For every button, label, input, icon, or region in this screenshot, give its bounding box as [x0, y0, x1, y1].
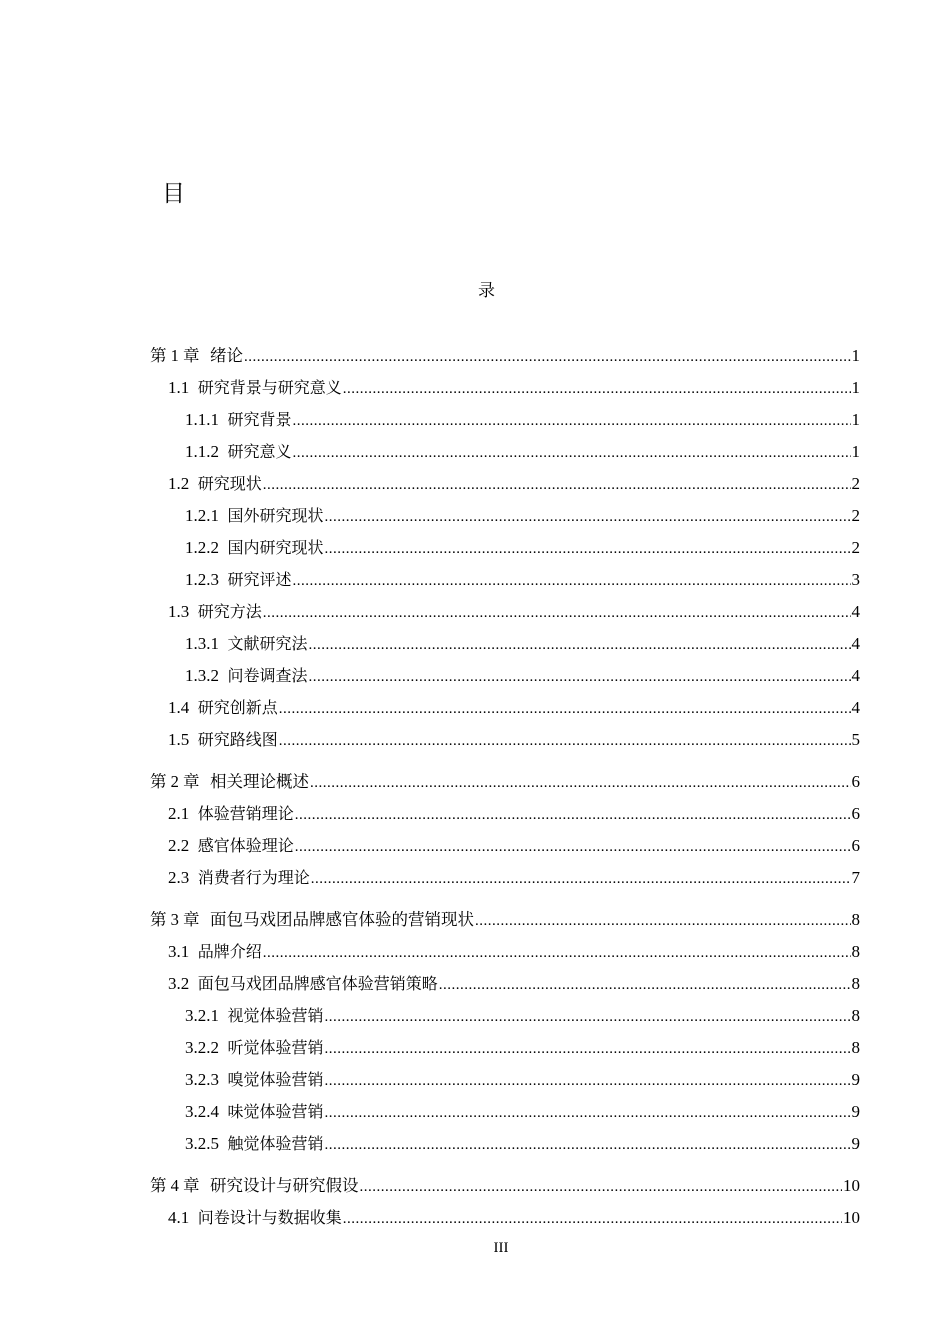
toc-leader-dots: [360, 1171, 843, 1203]
toc-entry-separator: [200, 910, 211, 929]
toc-entry[interactable]: [150, 404, 860, 436]
toc-entry-title: 面包马戏团品牌感官体验的营销现状: [210, 910, 474, 929]
toc-entry-number: 4.1: [168, 1208, 190, 1227]
toc-entry[interactable]: [150, 862, 860, 894]
toc-entry-number: 3.1: [168, 942, 190, 961]
page-number: III: [493, 1240, 509, 1256]
toc-entry-separator: [219, 1070, 228, 1089]
toc-entry-number: 3.2.1: [185, 1006, 219, 1025]
toc-entry-number: 1.3: [168, 602, 190, 621]
toc-entry-title: 品牌介绍: [197, 942, 262, 961]
toc-entry-label: [168, 1202, 342, 1234]
toc-entry-page: 6: [851, 772, 860, 791]
toc-entry-title: 国外研究现状: [227, 506, 324, 525]
toc-entry-page: 9: [851, 1070, 860, 1089]
toc-entry-page: 6: [851, 804, 860, 823]
toc-entry-number: 1.1: [168, 378, 190, 397]
toc-entry-separator: [189, 942, 198, 961]
toc-entry-label: [168, 692, 278, 724]
toc-entry-separator: [189, 974, 198, 993]
toc-entry-title: 问卷设计与数据收集: [197, 1208, 342, 1227]
toc-entry-label: [185, 660, 308, 692]
toc-entry[interactable]: [150, 340, 860, 372]
toc-entry[interactable]: [150, 1170, 860, 1202]
toc-entry-page: 8: [851, 910, 860, 929]
toc-entry[interactable]: [150, 500, 860, 532]
toc-entry-label: [185, 1000, 324, 1032]
toc-heading-part1: 目: [162, 181, 185, 207]
toc-entry[interactable]: [150, 1032, 860, 1064]
toc-entry[interactable]: [150, 564, 860, 596]
toc-entry-page: 8: [851, 1006, 860, 1025]
toc-entry-title: 问卷调查法: [227, 666, 308, 685]
toc-entry-separator: [219, 570, 228, 589]
toc-entry-label: [168, 830, 294, 862]
toc-entry-number: 2.2: [168, 836, 190, 855]
toc-entry-separator: [189, 698, 198, 717]
toc-entry-label: [185, 1064, 324, 1096]
toc-entry[interactable]: [150, 1202, 860, 1234]
toc-entry-number: 1.5: [168, 730, 190, 749]
toc-entry[interactable]: [150, 1000, 860, 1032]
toc-entry-title: 研究背景: [227, 410, 292, 429]
toc-leader-dots: [279, 693, 851, 725]
toc-leader-dots: [244, 341, 851, 373]
toc-entry[interactable]: [150, 798, 860, 830]
toc-leader-dots: [311, 863, 851, 895]
toc-entry-title: 研究路线图: [197, 730, 278, 749]
toc-entry-label: [185, 1032, 324, 1064]
toc-entry-number: 1.3.1: [185, 634, 219, 653]
toc-entry-separator: [189, 378, 198, 397]
toc-entry-separator: [189, 836, 198, 855]
toc-entry-label: [185, 500, 324, 532]
toc-entry-number: 第 1 章: [150, 346, 200, 365]
toc-entry-separator: [219, 1038, 228, 1057]
toc-entry-page: 7: [851, 868, 860, 887]
toc-entry[interactable]: [150, 766, 860, 798]
toc-entry-separator: [219, 1134, 228, 1153]
toc-entry-page: 2: [851, 474, 860, 493]
toc-entry-separator: [219, 410, 228, 429]
toc-leader-dots: [325, 1001, 851, 1033]
toc-entry-page: 1: [851, 410, 860, 429]
toc-entry[interactable]: [150, 628, 860, 660]
toc-leader-dots: [279, 725, 851, 757]
toc-entry[interactable]: [150, 936, 860, 968]
toc-entry-separator: [219, 1006, 228, 1025]
toc-entry-label: [150, 904, 474, 936]
toc-leader-dots: [325, 501, 851, 533]
toc-entry-page: 8: [851, 942, 860, 961]
toc-leader-dots: [343, 373, 851, 405]
toc-entry-separator: [219, 1102, 228, 1121]
toc-entry-label: [185, 564, 292, 596]
toc-entry[interactable]: [150, 692, 860, 724]
toc-leader-dots: [263, 937, 851, 969]
table-of-contents: [150, 340, 860, 1234]
toc-entry-number: 3.2.3: [185, 1070, 219, 1089]
toc-leader-dots: [325, 1129, 851, 1161]
toc-entry[interactable]: [150, 532, 860, 564]
toc-entry-number: 3.2.4: [185, 1102, 219, 1121]
toc-entry[interactable]: [150, 372, 860, 404]
toc-entry-page: 4: [851, 602, 860, 621]
toc-entry-label: [185, 404, 292, 436]
toc-entry-number: 1.1.1: [185, 410, 219, 429]
toc-entry-page: 9: [851, 1102, 860, 1121]
toc-leader-dots: [325, 533, 851, 565]
toc-entry-number: 1.2.2: [185, 538, 219, 557]
toc-entry-title: 国内研究现状: [227, 538, 324, 557]
toc-entry-number: 1.1.2: [185, 442, 219, 461]
toc-entry-separator: [189, 804, 198, 823]
toc-leader-dots: [325, 1065, 851, 1097]
toc-entry-number: 2.3: [168, 868, 190, 887]
toc-entry-title: 相关理论概述: [210, 772, 309, 791]
toc-entry[interactable]: [150, 1096, 860, 1128]
toc-entry-separator: [219, 666, 228, 685]
toc-entry-title: 研究创新点: [197, 698, 278, 717]
toc-entry[interactable]: [150, 1128, 860, 1160]
toc-entry-separator: [219, 442, 228, 461]
toc-entry-separator: [189, 868, 198, 887]
toc-entry-label: [168, 724, 278, 756]
toc-heading-part2: 录: [478, 281, 495, 301]
toc-entry-separator: [200, 772, 211, 791]
toc-entry-label: [168, 798, 294, 830]
toc-entry-page: 2: [851, 538, 860, 557]
toc-entry-number: 第 3 章: [150, 910, 200, 929]
toc-leader-dots: [325, 1033, 851, 1065]
toc-entry[interactable]: [150, 724, 860, 756]
toc-entry-number: 第 4 章: [150, 1176, 200, 1195]
toc-entry-number: 1.4: [168, 698, 190, 717]
toc-entry-number: 1.3.2: [185, 666, 219, 685]
toc-leader-dots: [343, 1203, 842, 1235]
toc-entry-page: 10: [843, 1176, 860, 1195]
toc-entry-title: 研究现状: [197, 474, 262, 493]
toc-entry-page: 10: [843, 1208, 860, 1227]
toc-entry-label: [185, 1128, 324, 1160]
toc-entry-page: 2: [851, 506, 860, 525]
toc-entry-title: 研究方法: [197, 602, 262, 621]
toc-entry-label: [168, 468, 262, 500]
toc-entry-title: 感官体验理论: [197, 836, 294, 855]
toc-entry-label: [168, 936, 262, 968]
toc-leader-dots: [295, 799, 851, 831]
toc-entry-separator: [219, 538, 228, 557]
toc-entry-title: 研究背景与研究意义: [197, 378, 342, 397]
toc-entry[interactable]: [150, 660, 860, 692]
toc-entry-title: 嗅觉体验营销: [227, 1070, 324, 1089]
toc-entry-separator: [219, 506, 228, 525]
toc-entry-label: [168, 968, 438, 1000]
toc-entry[interactable]: [150, 904, 860, 936]
toc-leader-dots: [439, 969, 851, 1001]
toc-entry-separator: [189, 730, 198, 749]
toc-entry-label: [185, 628, 308, 660]
toc-entry-label: [168, 596, 262, 628]
toc-entry-number: 1.2.1: [185, 506, 219, 525]
toc-entry-title: 研究评述: [227, 570, 292, 589]
toc-entry-page: 1: [851, 378, 860, 397]
toc-entry[interactable]: [150, 968, 860, 1000]
toc-entry-separator: [189, 474, 198, 493]
toc-entry-title: 面包马戏团品牌感官体验营销策略: [197, 974, 438, 993]
toc-entry-page: 4: [851, 698, 860, 717]
toc-entry-page: 1: [851, 442, 860, 461]
toc-entry[interactable]: [150, 468, 860, 500]
toc-entry-label: [168, 862, 310, 894]
toc-entry-number: 3.2: [168, 974, 190, 993]
toc-entry-title: 听觉体验营销: [227, 1038, 324, 1057]
toc-entry-page: 8: [851, 1038, 860, 1057]
toc-entry-label: [185, 1096, 324, 1128]
toc-leader-dots: [293, 437, 851, 469]
toc-entry-separator: [219, 634, 228, 653]
toc-leader-dots: [295, 831, 851, 863]
toc-entry-label: [150, 766, 309, 798]
toc-leader-dots: [325, 1097, 851, 1129]
toc-entry-number: 3.2.5: [185, 1134, 219, 1153]
toc-entry-page: 4: [851, 666, 860, 685]
toc-entry-page: 3: [851, 570, 860, 589]
toc-entry-label: [185, 532, 324, 564]
toc-entry-page: 1: [851, 346, 860, 365]
toc-entry-separator: [200, 346, 211, 365]
toc-entry-title: 体验营销理论: [197, 804, 294, 823]
toc-entry-title: 消费者行为理论: [197, 868, 310, 887]
toc-entry-title: 研究设计与研究假设: [210, 1176, 359, 1195]
toc-entry-number: 第 2 章: [150, 772, 200, 791]
toc-leader-dots: [263, 597, 851, 629]
toc-entry-separator: [189, 602, 198, 621]
toc-entry-title: 味觉体验营销: [227, 1102, 324, 1121]
toc-entry-number: 3.2.2: [185, 1038, 219, 1057]
toc-leader-dots: [309, 661, 851, 693]
toc-entry-page: 9: [851, 1134, 860, 1153]
toc-leader-dots: [310, 767, 851, 799]
toc-entry-page: 8: [851, 974, 860, 993]
toc-entry-label: [168, 372, 342, 404]
toc-entry[interactable]: [150, 596, 860, 628]
toc-entry-number: 1.2.3: [185, 570, 219, 589]
toc-leader-dots: [309, 629, 851, 661]
toc-entry[interactable]: [150, 436, 860, 468]
toc-entry-page: 5: [851, 730, 860, 749]
toc-entry-title: 研究意义: [227, 442, 292, 461]
toc-entry-number: 1.2: [168, 474, 190, 493]
toc-entry-title: 绪论: [210, 346, 243, 365]
toc-entry-title: 视觉体验营销: [227, 1006, 324, 1025]
toc-leader-dots: [263, 469, 851, 501]
toc-entry-title: 触觉体验营销: [227, 1134, 324, 1153]
toc-entry-number: 2.1: [168, 804, 190, 823]
toc-entry-label: [150, 340, 243, 372]
toc-entry-separator: [189, 1208, 198, 1227]
toc-entry[interactable]: [150, 830, 860, 862]
toc-leader-dots: [475, 905, 851, 937]
toc-entry[interactable]: [150, 1064, 860, 1096]
toc-entry-title: 文献研究法: [227, 634, 308, 653]
toc-entry-label: [150, 1170, 359, 1202]
toc-entry-separator: [200, 1176, 211, 1195]
toc-leader-dots: [293, 405, 851, 437]
toc-leader-dots: [293, 565, 851, 597]
toc-entry-page: 4: [851, 634, 860, 653]
toc-entry-page: 6: [851, 836, 860, 855]
toc-entry-label: [185, 436, 292, 468]
